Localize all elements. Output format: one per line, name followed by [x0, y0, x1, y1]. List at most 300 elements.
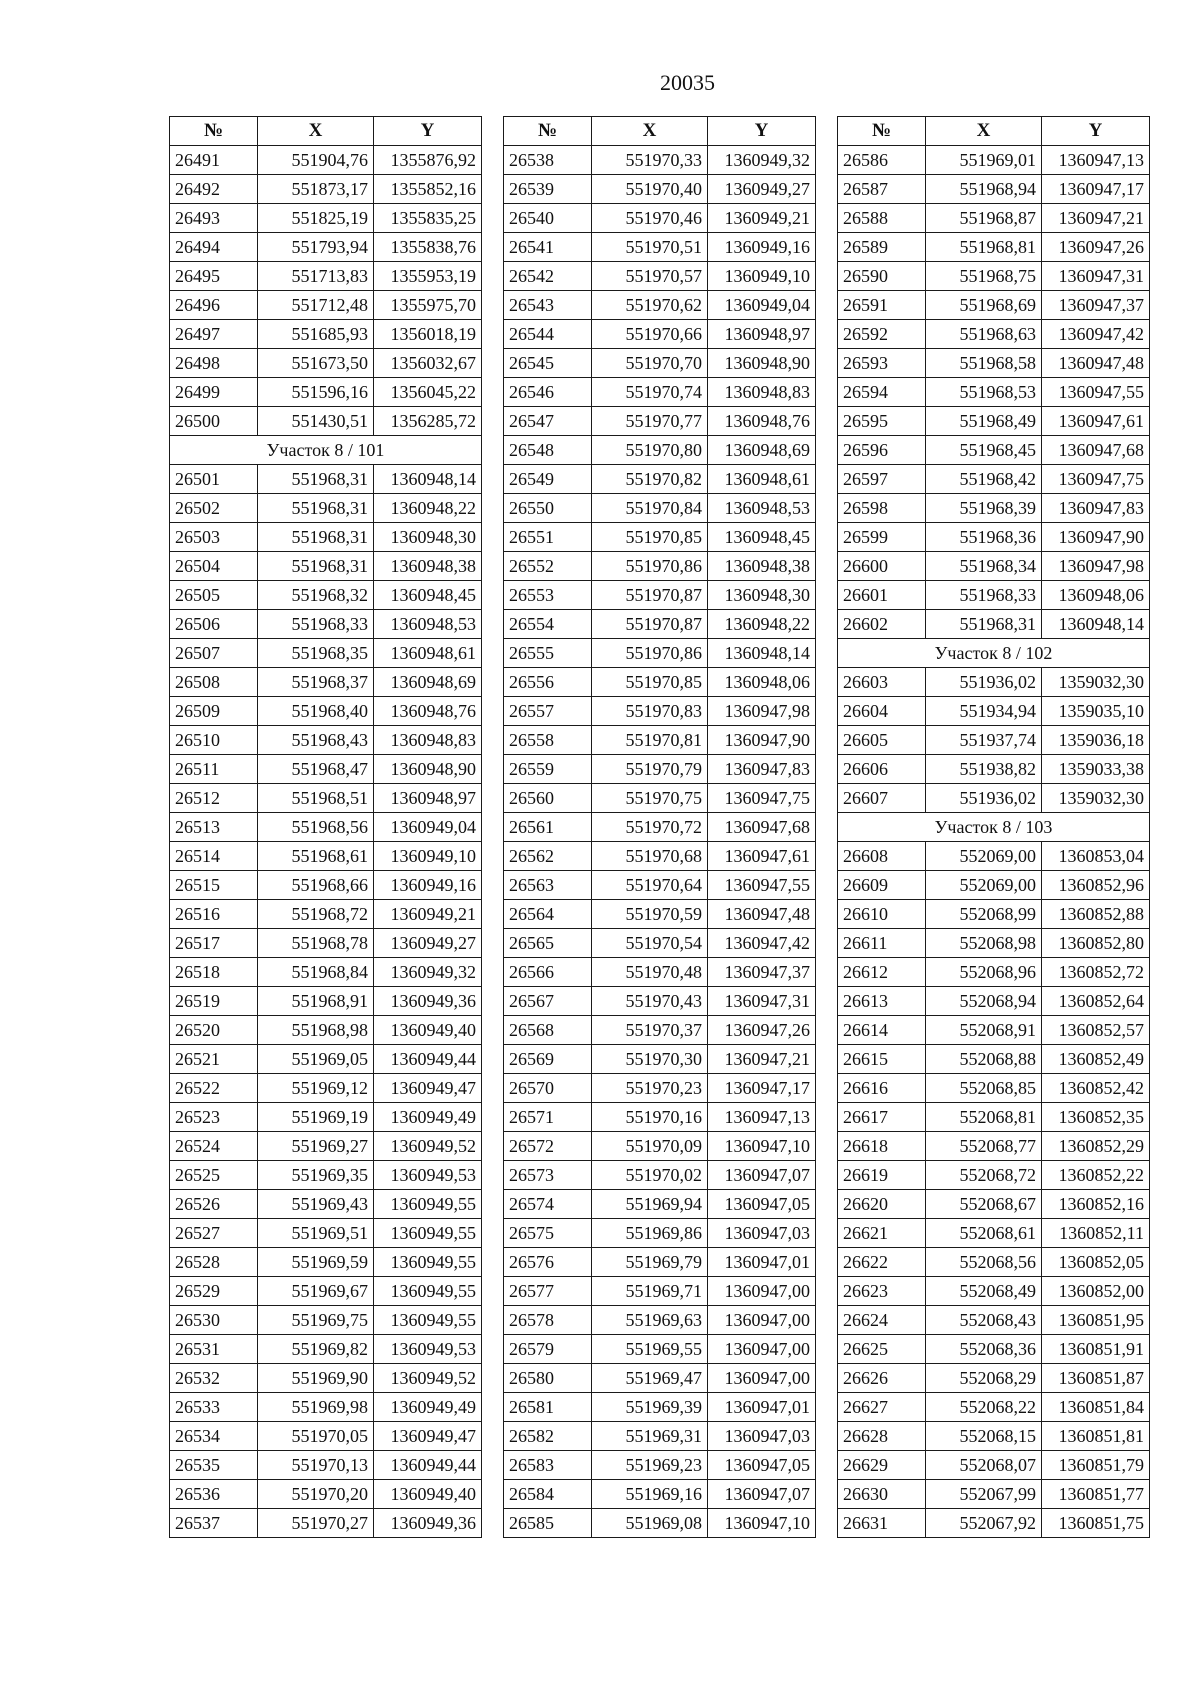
section-title: Участок 8 / 101 [170, 436, 482, 465]
point-number: 26608 [838, 842, 926, 871]
x-coordinate: 551968,49 [926, 407, 1042, 436]
y-coordinate: 1360947,42 [708, 929, 816, 958]
x-coordinate: 552068,67 [926, 1190, 1042, 1219]
point-number: 26610 [838, 900, 926, 929]
y-coordinate: 1360947,00 [708, 1277, 816, 1306]
x-coordinate: 551936,02 [926, 668, 1042, 697]
table-row [504, 175, 816, 204]
x-coordinate: 551970,83 [592, 697, 708, 726]
point-number: 26573 [504, 1161, 592, 1190]
table-row [170, 1190, 482, 1219]
y-coordinate: 1360947,17 [708, 1074, 816, 1103]
x-coordinate: 551937,74 [926, 726, 1042, 755]
x-coordinate: 551904,76 [258, 146, 374, 175]
point-number: 26504 [170, 552, 258, 581]
y-coordinate: 1360852,22 [1042, 1161, 1150, 1190]
x-coordinate: 551968,87 [926, 204, 1042, 233]
table-row [170, 1422, 482, 1451]
point-number: 26536 [170, 1480, 258, 1509]
y-coordinate: 1360948,14 [374, 465, 482, 494]
x-coordinate: 551970,64 [592, 871, 708, 900]
y-coordinate: 1360948,22 [708, 610, 816, 639]
point-number: 26537 [170, 1509, 258, 1538]
x-coordinate: 551969,79 [592, 1248, 708, 1277]
table-row [838, 1190, 1150, 1219]
table-row [170, 1248, 482, 1277]
table-row [504, 726, 816, 755]
x-coordinate: 551970,48 [592, 958, 708, 987]
point-number: 26491 [170, 146, 258, 175]
table-row [838, 1509, 1150, 1538]
point-number: 26590 [838, 262, 926, 291]
table-row [504, 784, 816, 813]
point-number: 26513 [170, 813, 258, 842]
y-coordinate: 1360852,49 [1042, 1045, 1150, 1074]
table-row [838, 1277, 1150, 1306]
section-row [838, 639, 1150, 668]
table-row [838, 1016, 1150, 1045]
table-row [170, 1219, 482, 1248]
y-coordinate: 1360947,31 [708, 987, 816, 1016]
y-coordinate: 1355838,76 [374, 233, 482, 262]
y-coordinate: 1360947,10 [708, 1132, 816, 1161]
y-coordinate: 1360948,06 [1042, 581, 1150, 610]
x-coordinate: 551970,54 [592, 929, 708, 958]
table-row [504, 1306, 816, 1335]
x-coordinate: 551938,82 [926, 755, 1042, 784]
x-coordinate: 551970,68 [592, 842, 708, 871]
table-row [504, 842, 816, 871]
table-row [170, 639, 482, 668]
table-row [504, 610, 816, 639]
y-coordinate: 1360947,21 [708, 1045, 816, 1074]
x-coordinate: 551968,40 [258, 697, 374, 726]
point-number: 26577 [504, 1277, 592, 1306]
x-coordinate: 552068,61 [926, 1219, 1042, 1248]
x-coordinate: 552068,96 [926, 958, 1042, 987]
y-coordinate: 1360851,95 [1042, 1306, 1150, 1335]
section-row [838, 813, 1150, 842]
point-number: 26576 [504, 1248, 592, 1277]
x-coordinate: 551970,66 [592, 320, 708, 349]
point-number: 26593 [838, 349, 926, 378]
table-row [170, 146, 482, 175]
table-row [838, 1306, 1150, 1335]
table-row [170, 552, 482, 581]
x-coordinate: 551968,35 [258, 639, 374, 668]
point-number: 26597 [838, 465, 926, 494]
table-row [838, 1219, 1150, 1248]
point-number: 26559 [504, 755, 592, 784]
y-coordinate: 1360852,11 [1042, 1219, 1150, 1248]
point-number: 26526 [170, 1190, 258, 1219]
x-coordinate: 551968,31 [258, 494, 374, 523]
x-coordinate: 551970,82 [592, 465, 708, 494]
point-number: 26621 [838, 1219, 926, 1248]
point-number: 26503 [170, 523, 258, 552]
table-row [504, 465, 816, 494]
x-coordinate: 551970,16 [592, 1103, 708, 1132]
x-coordinate: 552068,81 [926, 1103, 1042, 1132]
point-number: 26603 [838, 668, 926, 697]
y-coordinate: 1355876,92 [374, 146, 482, 175]
x-coordinate: 552068,15 [926, 1422, 1042, 1451]
x-coordinate: 551968,75 [926, 262, 1042, 291]
table-row [838, 784, 1150, 813]
y-coordinate: 1360947,37 [708, 958, 816, 987]
table-row [170, 349, 482, 378]
x-coordinate: 551969,43 [258, 1190, 374, 1219]
table-row [838, 146, 1150, 175]
header-number: № [504, 117, 592, 146]
y-coordinate: 1360947,55 [1042, 378, 1150, 407]
point-number: 26532 [170, 1364, 258, 1393]
x-coordinate: 551970,62 [592, 291, 708, 320]
point-number: 26518 [170, 958, 258, 987]
point-number: 26507 [170, 639, 258, 668]
table-row [170, 1364, 482, 1393]
point-number: 26599 [838, 523, 926, 552]
x-coordinate: 552068,94 [926, 987, 1042, 1016]
table-row [504, 1045, 816, 1074]
y-coordinate: 1360947,17 [1042, 175, 1150, 204]
point-number: 26539 [504, 175, 592, 204]
x-coordinate: 552068,36 [926, 1335, 1042, 1364]
table-row [504, 320, 816, 349]
table-row [170, 668, 482, 697]
x-coordinate: 552068,88 [926, 1045, 1042, 1074]
x-coordinate: 551970,86 [592, 639, 708, 668]
x-coordinate: 551430,51 [258, 407, 374, 436]
y-coordinate: 1360851,81 [1042, 1422, 1150, 1451]
table-row [838, 1045, 1150, 1074]
point-number: 26580 [504, 1364, 592, 1393]
point-number: 26582 [504, 1422, 592, 1451]
y-coordinate: 1355835,25 [374, 204, 482, 233]
table-row [504, 523, 816, 552]
table-row [838, 1074, 1150, 1103]
table-row [838, 233, 1150, 262]
header-y: Y [374, 117, 482, 146]
point-number: 26601 [838, 581, 926, 610]
table-row [504, 349, 816, 378]
table-row [170, 233, 482, 262]
x-coordinate: 551970,57 [592, 262, 708, 291]
x-coordinate: 551968,32 [258, 581, 374, 610]
table-row [504, 1509, 816, 1538]
table-row [504, 1161, 816, 1190]
x-coordinate: 551968,63 [926, 320, 1042, 349]
table-row [170, 1277, 482, 1306]
y-coordinate: 1360949,55 [374, 1190, 482, 1219]
x-coordinate: 551968,31 [258, 552, 374, 581]
x-coordinate: 551968,43 [258, 726, 374, 755]
x-coordinate: 552068,99 [926, 900, 1042, 929]
y-coordinate: 1360947,61 [708, 842, 816, 871]
point-number: 26569 [504, 1045, 592, 1074]
x-coordinate: 552068,07 [926, 1451, 1042, 1480]
x-coordinate: 551968,53 [926, 378, 1042, 407]
x-coordinate: 551970,85 [592, 523, 708, 552]
y-coordinate: 1360947,90 [708, 726, 816, 755]
x-coordinate: 551970,20 [258, 1480, 374, 1509]
x-coordinate: 551968,58 [926, 349, 1042, 378]
x-coordinate: 551968,78 [258, 929, 374, 958]
point-number: 26554 [504, 610, 592, 639]
point-number: 26629 [838, 1451, 926, 1480]
header-x: X [592, 117, 708, 146]
point-number: 26585 [504, 1509, 592, 1538]
point-number: 26631 [838, 1509, 926, 1538]
point-number: 26553 [504, 581, 592, 610]
point-number: 26622 [838, 1248, 926, 1277]
table-row [170, 1509, 482, 1538]
x-coordinate: 551969,35 [258, 1161, 374, 1190]
y-coordinate: 1359035,10 [1042, 697, 1150, 726]
x-coordinate: 551969,55 [592, 1335, 708, 1364]
table-row [838, 407, 1150, 436]
point-number: 26533 [170, 1393, 258, 1422]
y-coordinate: 1360948,61 [374, 639, 482, 668]
table-row [170, 958, 482, 987]
y-coordinate: 1360852,57 [1042, 1016, 1150, 1045]
table-row [838, 204, 1150, 233]
point-number: 26521 [170, 1045, 258, 1074]
point-number: 26517 [170, 929, 258, 958]
table-row [838, 1480, 1150, 1509]
point-number: 26591 [838, 291, 926, 320]
point-number: 26602 [838, 610, 926, 639]
x-coordinate: 551969,47 [592, 1364, 708, 1393]
x-coordinate: 551970,77 [592, 407, 708, 436]
x-coordinate: 551968,31 [258, 465, 374, 494]
x-coordinate: 551970,51 [592, 233, 708, 262]
table-row [170, 900, 482, 929]
table-row [838, 523, 1150, 552]
x-coordinate: 551970,33 [592, 146, 708, 175]
table-row [838, 436, 1150, 465]
x-coordinate: 551968,47 [258, 755, 374, 784]
table-row [170, 1132, 482, 1161]
x-coordinate: 551969,63 [592, 1306, 708, 1335]
table-row [170, 813, 482, 842]
y-coordinate: 1360948,69 [708, 436, 816, 465]
table-row [170, 697, 482, 726]
table-row [504, 639, 816, 668]
x-coordinate: 551968,34 [926, 552, 1042, 581]
table-row [170, 1480, 482, 1509]
point-number: 26493 [170, 204, 258, 233]
y-coordinate: 1360852,72 [1042, 958, 1150, 987]
x-coordinate: 551970,87 [592, 581, 708, 610]
x-coordinate: 551968,51 [258, 784, 374, 813]
table-row [838, 610, 1150, 639]
point-number: 26514 [170, 842, 258, 871]
y-coordinate: 1360949,10 [708, 262, 816, 291]
y-coordinate: 1360947,48 [1042, 349, 1150, 378]
point-number: 26545 [504, 349, 592, 378]
table-row [504, 900, 816, 929]
table-row [838, 1451, 1150, 1480]
x-coordinate: 551970,37 [592, 1016, 708, 1045]
y-coordinate: 1360948,83 [708, 378, 816, 407]
y-coordinate: 1360948,45 [374, 581, 482, 610]
y-coordinate: 1360949,47 [374, 1074, 482, 1103]
y-coordinate: 1360948,53 [374, 610, 482, 639]
y-coordinate: 1360947,07 [708, 1480, 816, 1509]
point-number: 26605 [838, 726, 926, 755]
x-coordinate: 551970,86 [592, 552, 708, 581]
point-number: 26524 [170, 1132, 258, 1161]
point-number: 26512 [170, 784, 258, 813]
y-coordinate: 1360852,88 [1042, 900, 1150, 929]
x-coordinate: 551970,23 [592, 1074, 708, 1103]
y-coordinate: 1360947,61 [1042, 407, 1150, 436]
table-row [170, 726, 482, 755]
point-number: 26588 [838, 204, 926, 233]
x-coordinate: 552067,92 [926, 1509, 1042, 1538]
x-coordinate: 551968,66 [258, 871, 374, 900]
table-row [504, 581, 816, 610]
y-coordinate: 1359033,38 [1042, 755, 1150, 784]
table-row [170, 407, 482, 436]
x-coordinate: 551969,01 [926, 146, 1042, 175]
table-row [170, 175, 482, 204]
y-coordinate: 1360949,04 [708, 291, 816, 320]
table-row [504, 146, 816, 175]
x-coordinate: 551970,09 [592, 1132, 708, 1161]
x-coordinate: 551970,30 [592, 1045, 708, 1074]
y-coordinate: 1360949,52 [374, 1364, 482, 1393]
point-number: 26563 [504, 871, 592, 900]
y-coordinate: 1360948,30 [708, 581, 816, 610]
table-row [170, 1306, 482, 1335]
y-coordinate: 1360947,26 [1042, 233, 1150, 262]
table-row [838, 958, 1150, 987]
y-coordinate: 1360852,80 [1042, 929, 1150, 958]
point-number: 26611 [838, 929, 926, 958]
y-coordinate: 1360948,90 [374, 755, 482, 784]
table-row [838, 378, 1150, 407]
y-coordinate: 1360852,29 [1042, 1132, 1150, 1161]
y-coordinate: 1360947,01 [708, 1248, 816, 1277]
y-coordinate: 1360852,35 [1042, 1103, 1150, 1132]
point-number: 26499 [170, 378, 258, 407]
y-coordinate: 1360948,97 [708, 320, 816, 349]
x-coordinate: 551969,86 [592, 1219, 708, 1248]
x-coordinate: 551969,23 [592, 1451, 708, 1480]
x-coordinate: 551968,33 [926, 581, 1042, 610]
point-number: 26625 [838, 1335, 926, 1364]
y-coordinate: 1360947,01 [708, 1393, 816, 1422]
x-coordinate: 551970,05 [258, 1422, 374, 1451]
table-row [838, 755, 1150, 784]
y-coordinate: 1360947,42 [1042, 320, 1150, 349]
x-coordinate: 552068,98 [926, 929, 1042, 958]
y-coordinate: 1355975,70 [374, 291, 482, 320]
x-coordinate: 551936,02 [926, 784, 1042, 813]
coordinate-table-2 [503, 116, 816, 1538]
point-number: 26561 [504, 813, 592, 842]
table-row [504, 1219, 816, 1248]
table-row [504, 958, 816, 987]
table-row [504, 233, 816, 262]
y-coordinate: 1360949,49 [374, 1103, 482, 1132]
point-number: 26557 [504, 697, 592, 726]
x-coordinate: 551969,59 [258, 1248, 374, 1277]
table-row [838, 1161, 1150, 1190]
point-number: 26600 [838, 552, 926, 581]
table-row [838, 987, 1150, 1016]
y-coordinate: 1360947,98 [708, 697, 816, 726]
x-coordinate: 552067,99 [926, 1480, 1042, 1509]
table-row [504, 1132, 816, 1161]
point-number: 26510 [170, 726, 258, 755]
table-row [170, 1335, 482, 1364]
point-number: 26546 [504, 378, 592, 407]
point-number: 26618 [838, 1132, 926, 1161]
table-row [170, 523, 482, 552]
y-coordinate: 1356018,19 [374, 320, 482, 349]
x-coordinate: 551969,39 [592, 1393, 708, 1422]
point-number: 26586 [838, 146, 926, 175]
point-number: 26516 [170, 900, 258, 929]
table-row [504, 929, 816, 958]
point-number: 26542 [504, 262, 592, 291]
table-row [504, 871, 816, 900]
y-coordinate: 1360948,69 [374, 668, 482, 697]
y-coordinate: 1360949,16 [708, 233, 816, 262]
header-x: X [258, 117, 374, 146]
table-row [504, 813, 816, 842]
point-number: 26540 [504, 204, 592, 233]
y-coordinate: 1360948,83 [374, 726, 482, 755]
table-row [838, 900, 1150, 929]
x-coordinate: 551968,31 [926, 610, 1042, 639]
point-number: 26587 [838, 175, 926, 204]
point-number: 26523 [170, 1103, 258, 1132]
point-number: 26617 [838, 1103, 926, 1132]
y-coordinate: 1360949,21 [708, 204, 816, 233]
y-coordinate: 1360852,05 [1042, 1248, 1150, 1277]
table-row [170, 1393, 482, 1422]
header-y: Y [1042, 117, 1150, 146]
point-number: 26626 [838, 1364, 926, 1393]
point-number: 26584 [504, 1480, 592, 1509]
x-coordinate: 551934,94 [926, 697, 1042, 726]
x-coordinate: 551970,02 [592, 1161, 708, 1190]
y-coordinate: 1360851,91 [1042, 1335, 1150, 1364]
y-coordinate: 1360947,37 [1042, 291, 1150, 320]
coordinate-table-3 [837, 116, 1150, 1538]
y-coordinate: 1360947,13 [708, 1103, 816, 1132]
table-row [170, 755, 482, 784]
y-coordinate: 1360852,64 [1042, 987, 1150, 1016]
y-coordinate: 1360949,55 [374, 1277, 482, 1306]
table-row [170, 320, 482, 349]
table-row [838, 262, 1150, 291]
y-coordinate: 1360949,32 [708, 146, 816, 175]
y-coordinate: 1360948,30 [374, 523, 482, 552]
x-coordinate: 551970,75 [592, 784, 708, 813]
table-row [838, 1422, 1150, 1451]
y-coordinate: 1360947,83 [708, 755, 816, 784]
x-coordinate: 551673,50 [258, 349, 374, 378]
point-number: 26538 [504, 146, 592, 175]
y-coordinate: 1360851,75 [1042, 1509, 1150, 1538]
x-coordinate: 551970,81 [592, 726, 708, 755]
y-coordinate: 1360947,26 [708, 1016, 816, 1045]
